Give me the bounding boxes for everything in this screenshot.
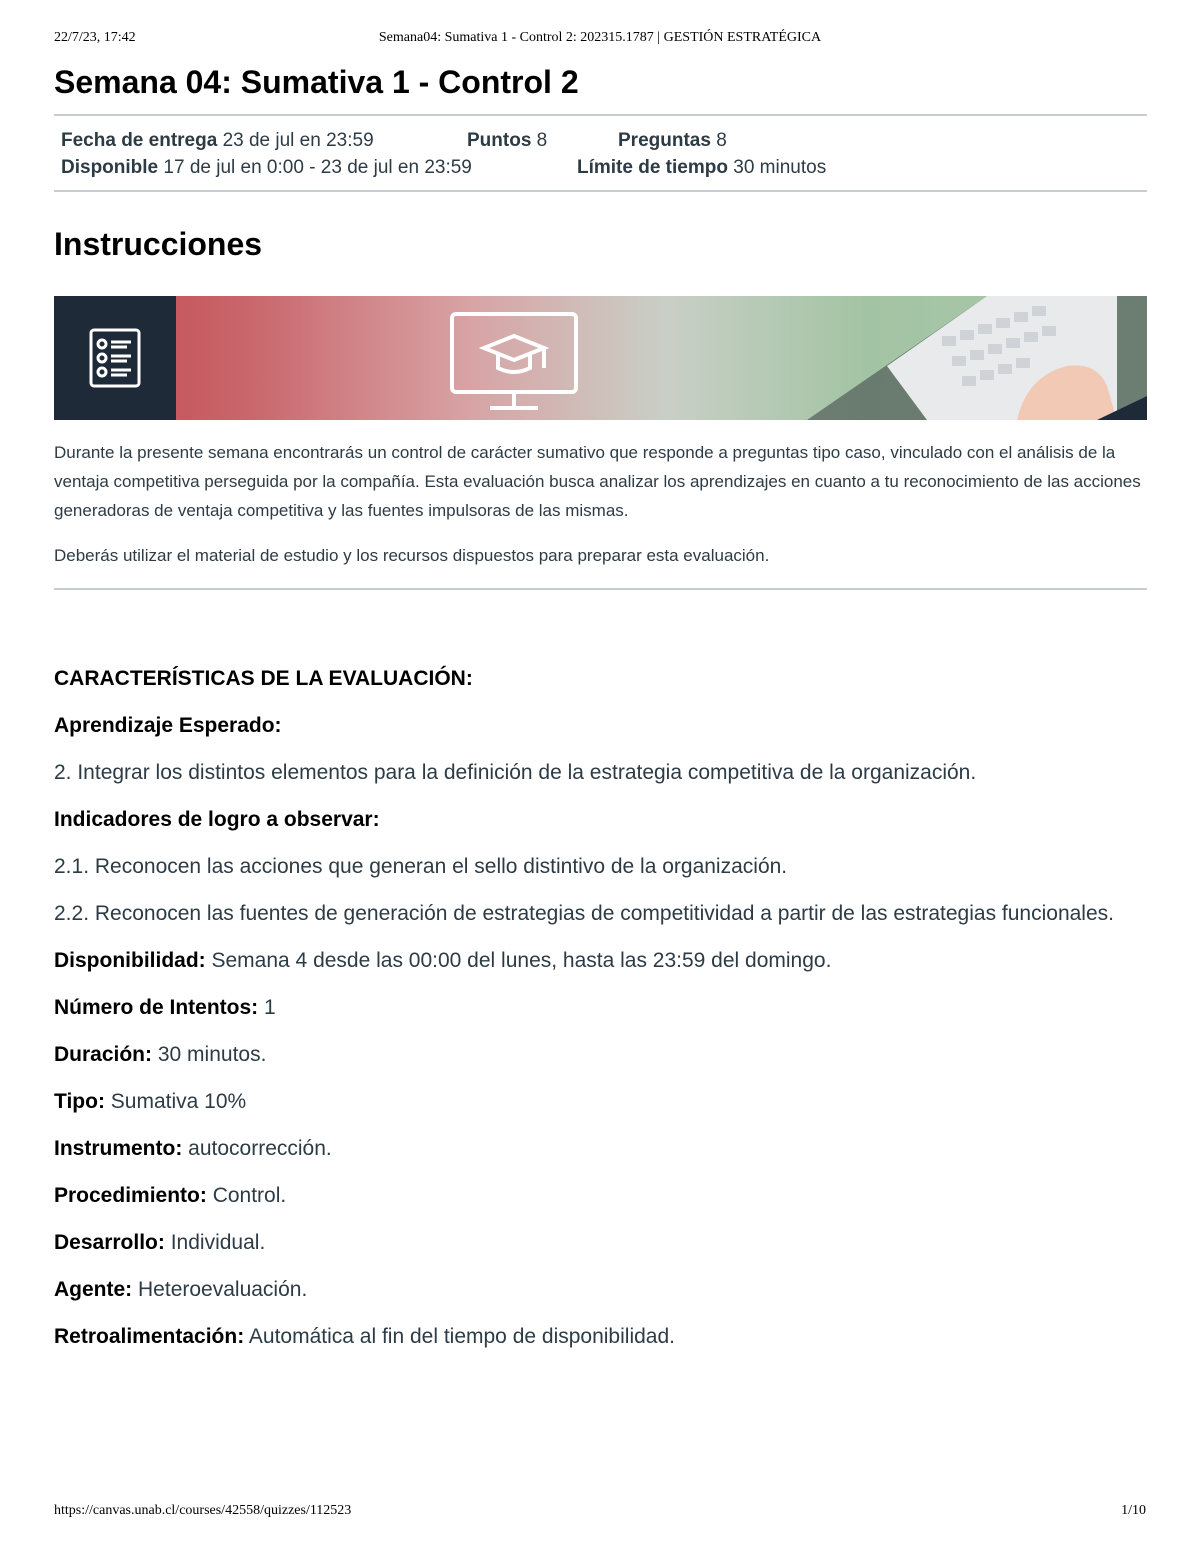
availability-line <box>54 946 1147 975</box>
availability <box>61 157 472 179</box>
points-label: Puntos <box>467 130 532 151</box>
instructions-heading: Instrucciones <box>54 226 263 262</box>
available-value: 17 de jul en 0:00 - 23 de jul en 23:59 <box>163 157 472 178</box>
type-line <box>54 1087 1147 1116</box>
page-url: https://canvas.unab.cl/courses/42558/quizzes/112523 <box>54 1503 352 1518</box>
instrument-label: Instrumento: <box>54 1137 183 1160</box>
due-date <box>61 130 374 152</box>
evaluation-features <box>54 664 1147 1351</box>
attempts-line <box>54 993 1147 1022</box>
print-document-title: Semana04: Sumativa 1 - Control 2: 202315.1787 | GESTIÓN ESTRATÉGICA <box>378 30 822 45</box>
print-footer <box>54 1503 1146 1523</box>
time-limit-value: 30 minutos <box>733 157 827 178</box>
procedure-line <box>54 1181 1147 1210</box>
development-label: Desarrollo: <box>54 1231 165 1254</box>
checklist-icon <box>54 296 176 420</box>
procedure-value: Control. <box>212 1184 287 1207</box>
graduation-monitor-icon <box>444 306 584 416</box>
print-date: 22/7/23, 17:42 <box>54 30 136 45</box>
quiz-meta <box>54 116 1147 190</box>
page-title: Semana 04: Sumativa 1 - Control 2 <box>54 64 579 100</box>
instrument-line <box>54 1134 1147 1163</box>
feedback-line <box>54 1322 1147 1351</box>
agent-line <box>54 1275 1147 1304</box>
time-limit-label: Límite de tiempo <box>577 157 728 178</box>
points-value: 8 <box>536 130 548 151</box>
learning-text: 2. Integrar los distintos elementos para la definición de la estrategia competitiva de la organización. <box>54 761 977 784</box>
instructions-paragraph: Deberás utilizar el material de estudio y los recursos dispuestos para preparar esta evaluación. <box>54 546 770 565</box>
divider <box>54 588 1147 590</box>
laptop-typing-illustration <box>687 296 1147 420</box>
indicator-item: 2.2. Reconocen las fuentes de generación de estrategias de competitividad a partir de las estrategias funcionales. <box>54 902 1114 925</box>
availability-label: Disponibilidad: <box>54 949 206 972</box>
instructions-paragraph: Durante la presente semana encontrarás un control de carácter sumativo que responde a preguntas tipo caso, vinculado con el análisis de la ventaja competitiva perseguida por la compañía. Esta evaluación busca analizar los aprendizajes en cuanto a tu reconocimiento de las acciones generadoras de ventaja competitiva y las fuentes impulsoras de las mismas. <box>54 443 1141 520</box>
type-value: Sumativa 10% <box>110 1090 247 1113</box>
instrument-value: autocorrección. <box>188 1137 332 1160</box>
feedback-value: Automática al fin del tiempo de disponibilidad. <box>248 1325 675 1348</box>
questions-value: 8 <box>716 130 727 151</box>
features-heading: CARACTERÍSTICAS DE LA EVALUACIÓN: <box>54 667 473 690</box>
points <box>467 130 547 152</box>
quiz-content <box>54 60 1147 1369</box>
feedback-label: Retroalimentación: <box>54 1325 245 1348</box>
indicators-label: Indicadores de logro a observar: <box>54 808 380 831</box>
duration-line <box>54 1040 1147 1069</box>
due-date-value: 23 de jul en 23:59 <box>222 130 374 151</box>
type-label: Tipo: <box>54 1090 105 1113</box>
instructions-body <box>54 438 1147 570</box>
page-number: 1/10 <box>1121 1503 1146 1518</box>
agent-value: Heteroevaluación. <box>138 1278 308 1301</box>
development-line <box>54 1228 1147 1257</box>
duration-label: Duración: <box>54 1043 153 1066</box>
attempts-value: 1 <box>264 996 276 1019</box>
divider <box>54 190 1147 192</box>
agent-label: Agente: <box>54 1278 133 1301</box>
attempts-label: Número de Intentos: <box>54 996 259 1019</box>
procedure-label: Procedimiento: <box>54 1184 207 1207</box>
print-header <box>54 30 1146 50</box>
instructions-banner <box>54 296 1147 420</box>
indicator-item: 2.1. Reconocen las acciones que generan el sello distintivo de la organización. <box>54 855 788 878</box>
questions-label: Preguntas <box>618 130 711 151</box>
duration-value: 30 minutos. <box>157 1043 267 1066</box>
questions <box>618 130 727 152</box>
learning-label: Aprendizaje Esperado: <box>54 714 282 737</box>
due-date-label: Fecha de entrega <box>61 130 218 151</box>
available-label: Disponible <box>61 157 159 178</box>
development-value: Individual. <box>170 1231 266 1254</box>
availability-value: Semana 4 desde las 00:00 del lunes, hasta las 23:59 del domingo. <box>211 949 832 972</box>
time-limit <box>577 157 826 179</box>
